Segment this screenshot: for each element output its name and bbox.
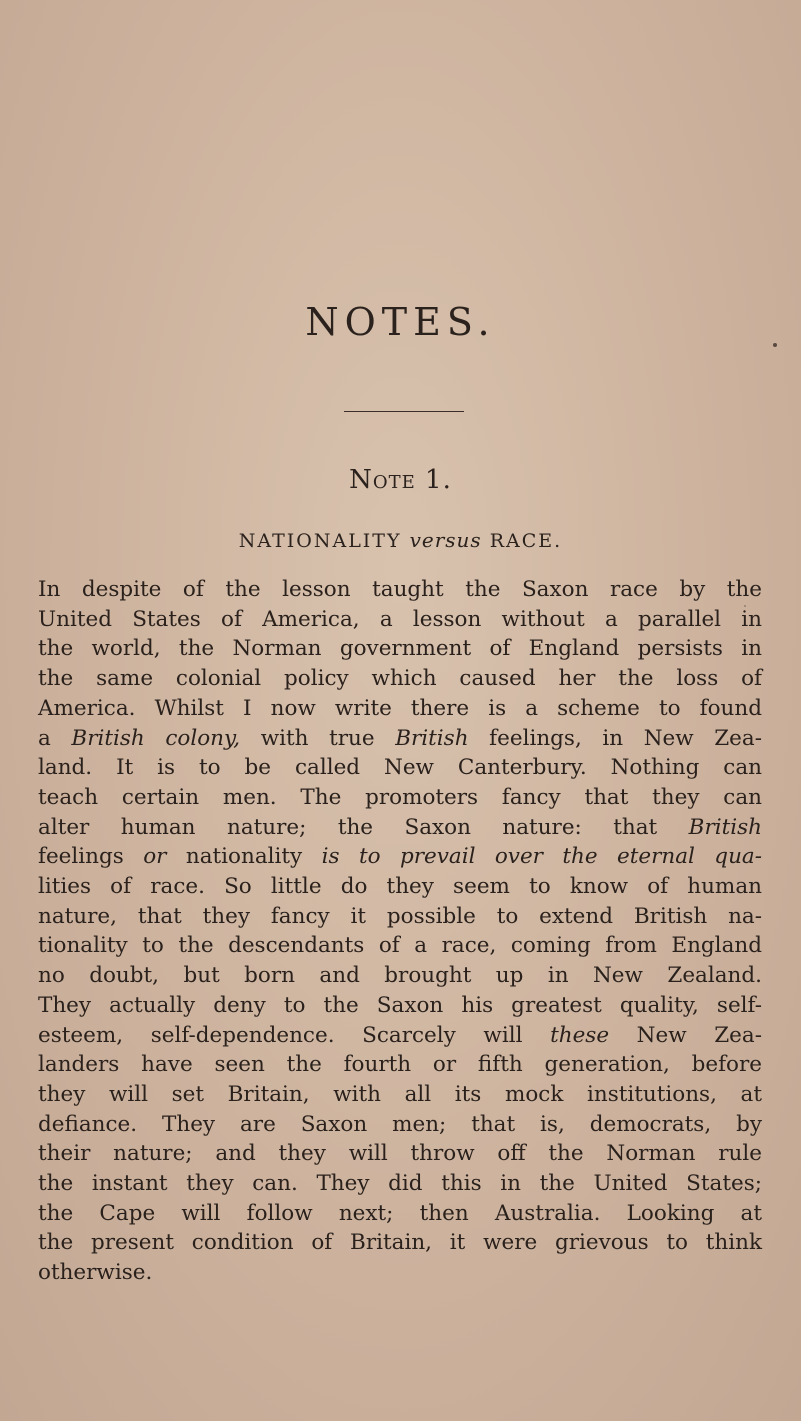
body-line (38, 1169, 762, 1199)
text-run: a (38, 725, 72, 751)
italic-phrase: British colony, (71, 725, 241, 751)
text-run: lities of race. So little do they seem to know of human (38, 874, 762, 900)
text-run: the Cape will follow next; then Australia. Looking at (38, 1200, 762, 1226)
body-line (38, 664, 762, 694)
text-run: the present condition of Britain, it were grievous to think (38, 1230, 762, 1256)
paper-speck (773, 343, 777, 347)
italic-phrase: is to prevail over the eternal qua- (302, 844, 763, 870)
body-line (38, 902, 762, 932)
body-line (38, 1021, 762, 1051)
page-title: NOTES. (305, 300, 496, 344)
text-run: nationality (185, 844, 303, 870)
body-line (38, 1050, 762, 1080)
body-line (38, 753, 762, 783)
body-line (38, 694, 762, 724)
body-line (38, 605, 762, 635)
body-line (38, 813, 762, 843)
italic-phrase: these (550, 1022, 610, 1048)
text-run: America. Whilst I now write there is a scheme to found (38, 695, 762, 721)
body-line (38, 872, 762, 902)
text-run: New Zea- (609, 1022, 762, 1048)
body-line (38, 991, 762, 1021)
body-line (38, 1228, 762, 1258)
text-run: alter human nature; the Saxon nature: that (38, 814, 689, 840)
text-run: United States of America, a lesson without a parallel in (38, 606, 762, 632)
body-line (38, 1080, 762, 1110)
body-line (38, 842, 762, 872)
text-run: the instant they can. They did this in the United States; (38, 1171, 762, 1197)
section-heading-part2: RACE. (489, 530, 563, 552)
body-line (38, 634, 762, 664)
body-line (38, 724, 762, 754)
text-run: the same colonial policy which caused her the loss of (38, 666, 762, 692)
text-run: otherwise. (38, 1260, 153, 1286)
text-run: esteem, self-dependence. Scarcely will (38, 1022, 551, 1048)
text-run: landers have seen the fourth or fifth generation, before (38, 1052, 762, 1078)
italic-phrase: British (395, 725, 469, 751)
text-run: tionality to the descendants of a race, coming from England (38, 933, 762, 959)
italic-phrase: British (688, 814, 762, 840)
text-run: In despite of the lesson taught the Saxon race by the (38, 577, 762, 602)
text-run: no doubt, but born and brought up in New Zealand. (38, 963, 762, 989)
section-heading-italic: versus (409, 528, 482, 552)
body-line (38, 1258, 762, 1288)
body-line (38, 1139, 762, 1169)
italic-phrase: or (123, 844, 186, 870)
text-run: their nature; and they will throw off the Norman rule (38, 1141, 762, 1167)
text-run: land. It is to be called New Canterbury. Nothing can (38, 755, 762, 781)
text-run: nature, that they fancy it possible to extend British na- (38, 903, 762, 929)
title-divider (344, 411, 464, 412)
section-heading-part1: NATIONALITY (238, 530, 402, 552)
text-run: feelings (38, 844, 124, 870)
body-line (38, 961, 762, 991)
note-heading: Note 1. (349, 465, 452, 495)
body-line (38, 1199, 762, 1229)
text-run: they will set Britain, with all its mock institutions, at (38, 1081, 762, 1107)
section-heading (0, 528, 801, 552)
body-line (38, 783, 762, 813)
body-line (38, 931, 762, 961)
text-run: with true (240, 725, 396, 751)
paper-speck (744, 605, 746, 607)
text-run: feelings, in New Zea- (468, 725, 762, 751)
text-run: defiance. They are Saxon men; that is, democrats, by (38, 1111, 762, 1137)
body-line (38, 1110, 762, 1140)
body-line (38, 575, 762, 605)
body-paragraph (38, 575, 762, 1288)
text-run: teach certain men. The promoters fancy that they can (38, 784, 762, 810)
text-run: They actually deny to the Saxon his greatest quality, self- (38, 992, 762, 1018)
text-run: the world, the Norman government of England persists in (38, 636, 762, 662)
